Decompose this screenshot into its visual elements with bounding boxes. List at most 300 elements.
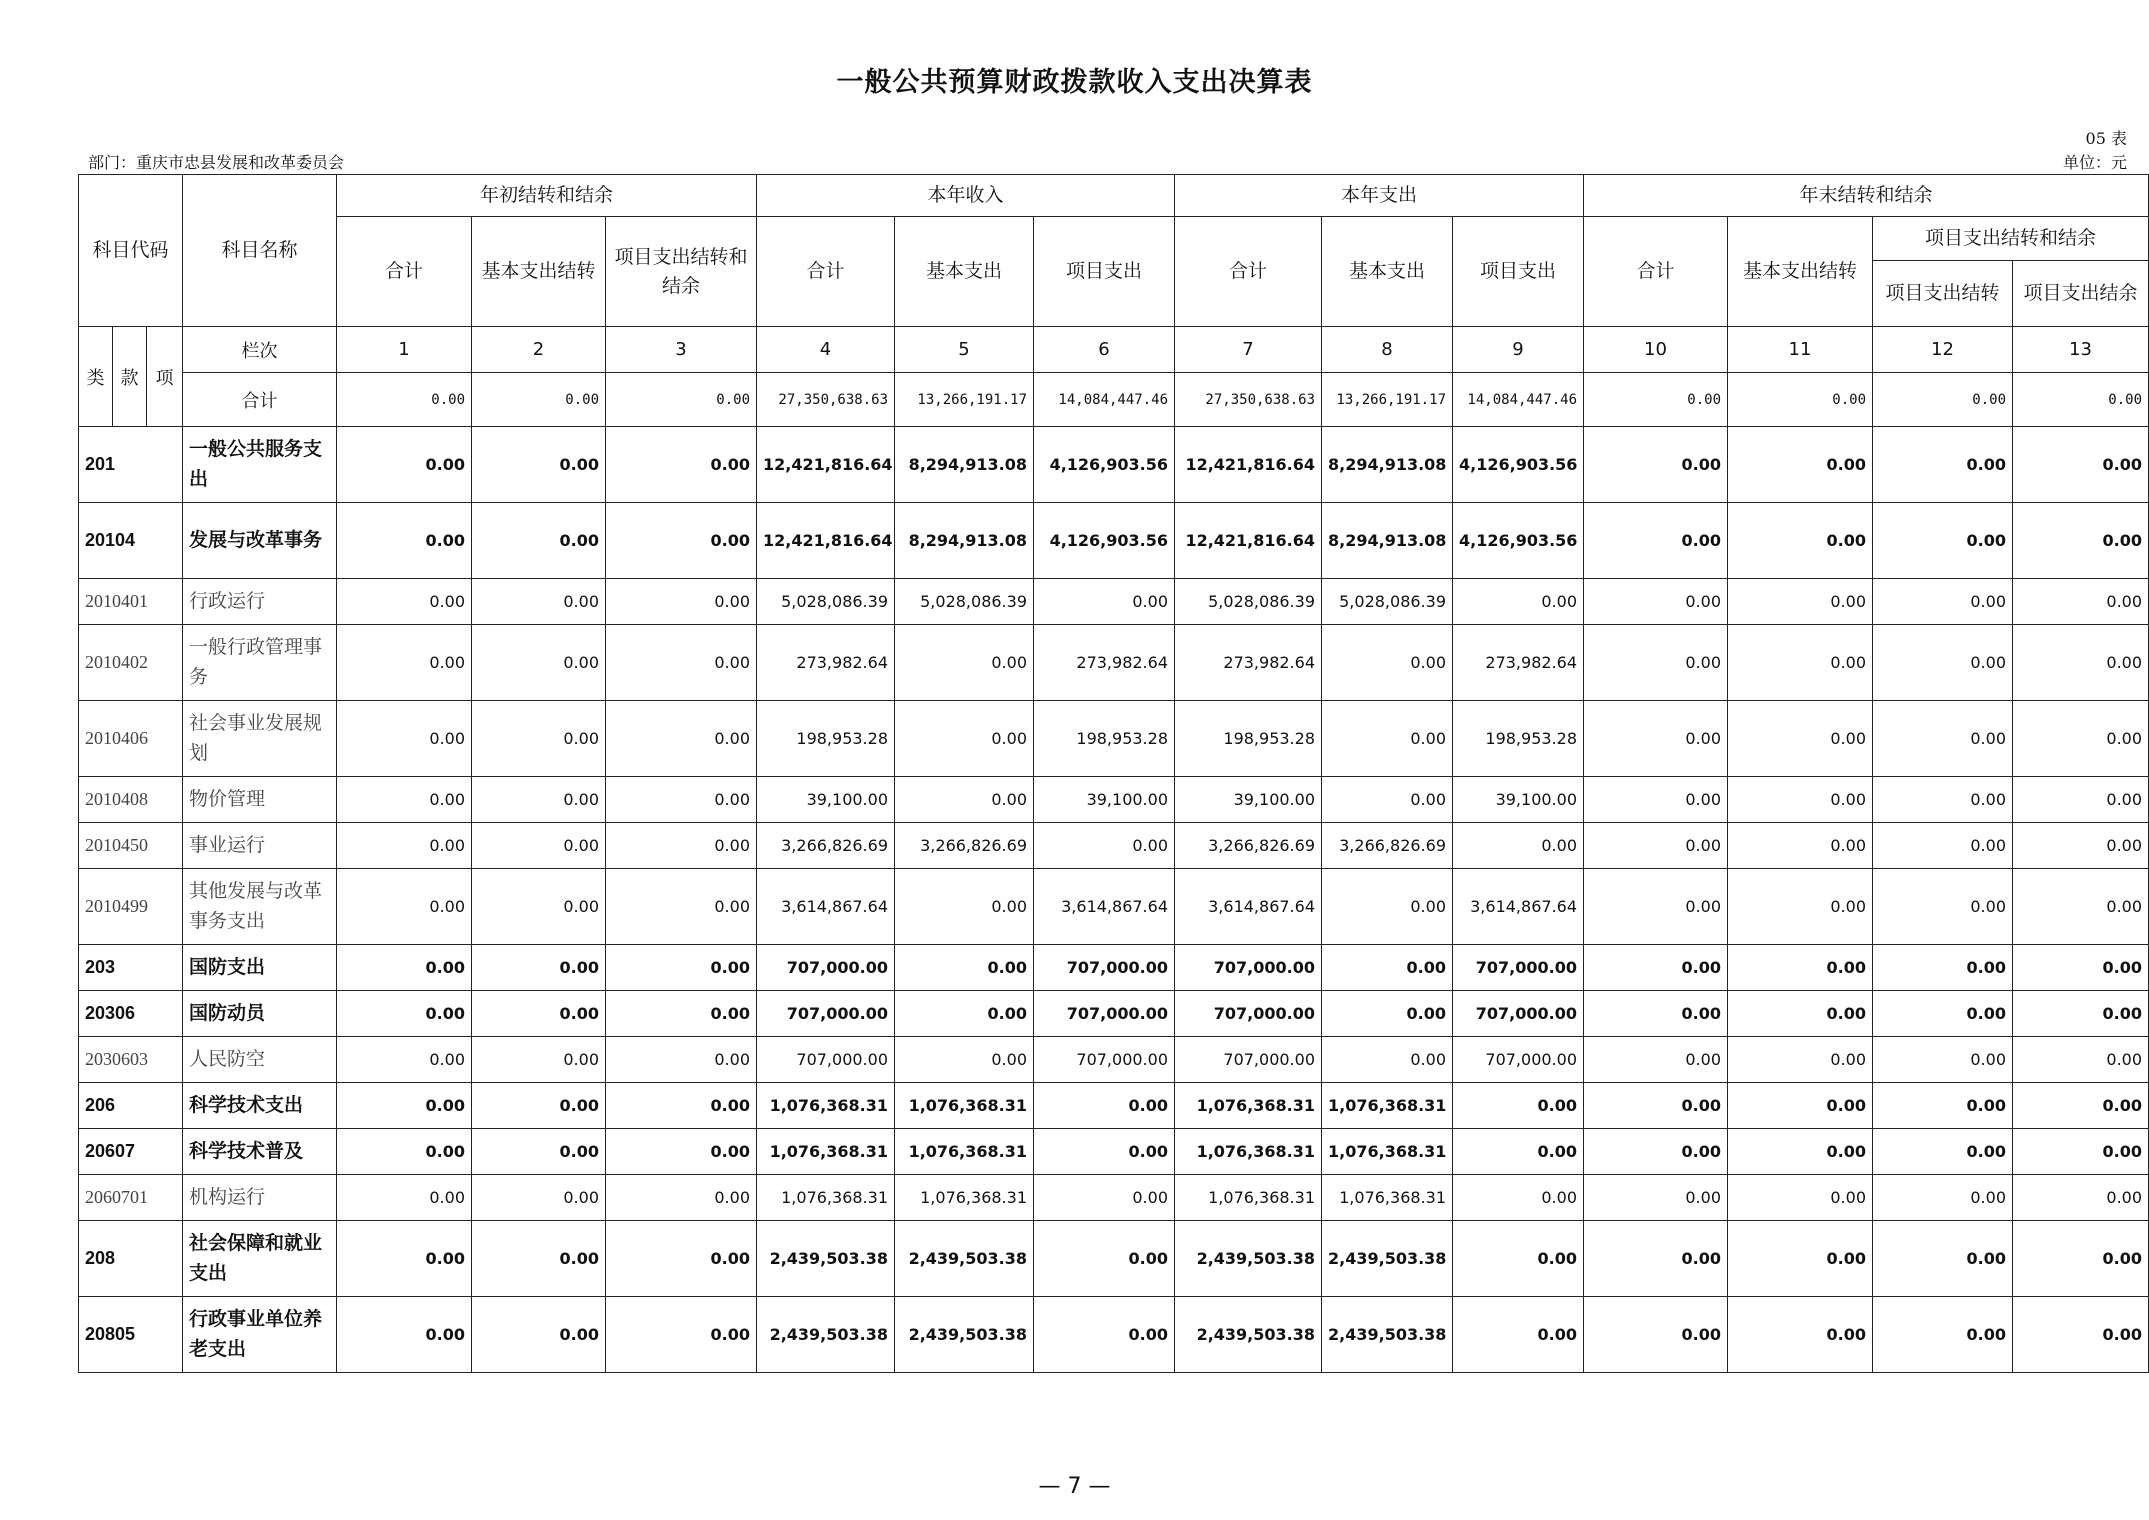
row-value: 8,294,913.08: [895, 503, 1034, 579]
row-value: 4,126,903.56: [1453, 427, 1584, 503]
row-code: 2010406: [79, 701, 183, 777]
row-name: 其他发展与改革事务支出: [183, 869, 337, 945]
header-name: 科目名称: [183, 175, 337, 327]
row-value: 0.00: [337, 1297, 472, 1373]
row-value: 707,000.00: [757, 991, 895, 1037]
total-value: 14,084,447.46: [1453, 373, 1584, 427]
row-value: 3,614,867.64: [1034, 869, 1175, 945]
total-value: 0.00: [606, 373, 757, 427]
table-row: [79, 823, 2149, 869]
row-value: 0.00: [606, 503, 757, 579]
row-value: 0.00: [1873, 579, 2013, 625]
row-value: 0.00: [2013, 701, 2149, 777]
table-row: [79, 1037, 2149, 1083]
col-number: 12: [1873, 327, 2013, 373]
row-value: 0.00: [1322, 625, 1453, 701]
row-value: 0.00: [606, 869, 757, 945]
row-value: 0.00: [1728, 503, 1873, 579]
row-value: 0.00: [1873, 1129, 2013, 1175]
row-value: 0.00: [1728, 823, 1873, 869]
row-value: 0.00: [337, 777, 472, 823]
table-row: [79, 945, 2149, 991]
header-expense-basic: 基本支出: [1322, 217, 1453, 327]
table-row: [79, 1083, 2149, 1129]
row-value: 0.00: [472, 869, 606, 945]
row-value: 707,000.00: [757, 945, 895, 991]
row-value: 0.00: [337, 1175, 472, 1221]
row-value: 0.00: [2013, 1297, 2149, 1373]
row-value: 1,076,368.31: [1175, 1175, 1322, 1221]
row-value: 1,076,368.31: [1322, 1129, 1453, 1175]
row-value: 0.00: [1453, 1083, 1584, 1129]
header-income-total: 合计: [757, 217, 895, 327]
row-value: 4,126,903.56: [1453, 503, 1584, 579]
row-value: 0.00: [1728, 701, 1873, 777]
row-value: 0.00: [472, 823, 606, 869]
row-value: 8,294,913.08: [1322, 427, 1453, 503]
row-value: 0.00: [1453, 579, 1584, 625]
row-value: 0.00: [1034, 1221, 1175, 1297]
row-name: 机构运行: [183, 1175, 337, 1221]
row-value: 2,439,503.38: [757, 1297, 895, 1373]
row-value: 0.00: [337, 625, 472, 701]
row-value: 0.00: [895, 869, 1034, 945]
row-value: 198,953.28: [1453, 701, 1584, 777]
row-value: 0.00: [1728, 777, 1873, 823]
total-value: 0.00: [1584, 373, 1728, 427]
row-value: 0.00: [895, 625, 1034, 701]
row-value: 707,000.00: [1453, 945, 1584, 991]
page-title: 一般公共预算财政拨款收入支出决算表: [836, 67, 1313, 98]
row-value: 0.00: [1034, 1129, 1175, 1175]
total-value: 13,266,191.17: [895, 373, 1034, 427]
row-name: 人民防空: [183, 1037, 337, 1083]
row-value: 0.00: [1453, 823, 1584, 869]
row-value: 0.00: [472, 1037, 606, 1083]
row-value: 0.00: [1584, 503, 1728, 579]
row-value: 0.00: [1584, 701, 1728, 777]
row-name: 社会保障和就业支出: [183, 1221, 337, 1297]
row-value: 0.00: [1873, 945, 2013, 991]
row-value: 2,439,503.38: [1175, 1221, 1322, 1297]
row-value: 0.00: [1584, 427, 1728, 503]
row-value: 1,076,368.31: [895, 1083, 1034, 1129]
table-row: [79, 427, 2149, 503]
row-value: 2,439,503.38: [1175, 1297, 1322, 1373]
row-value: 0.00: [1728, 1297, 1873, 1373]
row-value: 2,439,503.38: [895, 1297, 1034, 1373]
total-value: 0.00: [2013, 373, 2149, 427]
header-income-basic: 基本支出: [895, 217, 1034, 327]
row-value: 12,421,816.64: [757, 427, 895, 503]
row-value: 0.00: [337, 1221, 472, 1297]
table-row: [79, 777, 2149, 823]
row-name: 行政运行: [183, 579, 337, 625]
row-value: 0.00: [472, 777, 606, 823]
row-value: 0.00: [337, 823, 472, 869]
row-value: 0.00: [1584, 1129, 1728, 1175]
row-value: 1,076,368.31: [757, 1129, 895, 1175]
row-value: 0.00: [337, 945, 472, 991]
row-value: 0.00: [606, 1037, 757, 1083]
row-value: 3,614,867.64: [1175, 869, 1322, 945]
row-code: 2060701: [79, 1175, 183, 1221]
row-value: 0.00: [1034, 579, 1175, 625]
table-row: [79, 1175, 2149, 1221]
row-value: 5,028,086.39: [895, 579, 1034, 625]
row-value: 0.00: [1728, 625, 1873, 701]
row-value: 0.00: [1322, 701, 1453, 777]
row-code: 2010499: [79, 869, 183, 945]
row-value: 5,028,086.39: [1322, 579, 1453, 625]
row-code: 2010402: [79, 625, 183, 701]
total-value: 27,350,638.63: [757, 373, 895, 427]
row-value: 39,100.00: [1453, 777, 1584, 823]
row-value: 0.00: [2013, 1083, 2149, 1129]
row-value: 0.00: [1873, 1297, 2013, 1373]
row-value: 198,953.28: [1175, 701, 1322, 777]
row-name: 科学技术支出: [183, 1083, 337, 1129]
row-name: 一般公共服务支出: [183, 427, 337, 503]
row-value: 8,294,913.08: [1322, 503, 1453, 579]
table-row: [79, 1129, 2149, 1175]
row-value: 5,028,086.39: [1175, 579, 1322, 625]
row-value: 2,439,503.38: [757, 1221, 895, 1297]
row-value: 0.00: [1584, 823, 1728, 869]
row-code: 2030603: [79, 1037, 183, 1083]
row-value: 0.00: [1873, 503, 2013, 579]
row-value: 707,000.00: [757, 1037, 895, 1083]
col-number: 3: [606, 327, 757, 373]
row-value: 0.00: [1322, 869, 1453, 945]
row-value: 0.00: [1584, 1083, 1728, 1129]
row-value: 0.00: [472, 427, 606, 503]
row-value: 0.00: [472, 1297, 606, 1373]
row-value: 0.00: [1584, 1175, 1728, 1221]
row-value: 39,100.00: [1034, 777, 1175, 823]
row-value: 0.00: [1322, 991, 1453, 1037]
total-value: 0.00: [1873, 373, 2013, 427]
form-number: 05 表: [2085, 129, 2127, 148]
row-value: 0.00: [1873, 1175, 2013, 1221]
row-value: 0.00: [1873, 427, 2013, 503]
row-value: 0.00: [1584, 991, 1728, 1037]
row-value: 3,266,826.69: [1322, 823, 1453, 869]
row-value: 0.00: [1034, 1175, 1175, 1221]
row-value: 3,614,867.64: [757, 869, 895, 945]
row-value: 0.00: [606, 945, 757, 991]
row-value: 0.00: [1728, 991, 1873, 1037]
header-end-project-balance: 项目支出结余: [2013, 261, 2149, 327]
row-code: 20306: [79, 991, 183, 1037]
row-value: 0.00: [1728, 579, 1873, 625]
page-number: — 7 —: [1038, 1474, 1111, 1499]
row-value: 0.00: [895, 1037, 1034, 1083]
total-value: 27,350,638.63: [1175, 373, 1322, 427]
row-value: 0.00: [1584, 945, 1728, 991]
row-value: 5,028,086.39: [757, 579, 895, 625]
row-value: 2,439,503.38: [1322, 1297, 1453, 1373]
row-value: 707,000.00: [1175, 991, 1322, 1037]
row-value: 273,982.64: [1453, 625, 1584, 701]
row-value: 0.00: [1873, 701, 2013, 777]
row-name: 科学技术普及: [183, 1129, 337, 1175]
header-xiang: 项: [147, 327, 183, 427]
row-value: 2,439,503.38: [895, 1221, 1034, 1297]
row-value: 0.00: [1584, 579, 1728, 625]
row-value: 0.00: [2013, 945, 2149, 991]
row-value: 0.00: [606, 1221, 757, 1297]
row-value: 0.00: [895, 777, 1034, 823]
table-header: [79, 175, 2149, 327]
row-value: 0.00: [472, 945, 606, 991]
row-value: 0.00: [337, 1083, 472, 1129]
row-value: 0.00: [472, 991, 606, 1037]
row-code: 206: [79, 1083, 183, 1129]
row-value: 0.00: [1728, 1083, 1873, 1129]
table-row: [79, 625, 2149, 701]
row-value: 0.00: [472, 1221, 606, 1297]
row-name: 一般行政管理事务: [183, 625, 337, 701]
row-code: 2010401: [79, 579, 183, 625]
row-value: 0.00: [472, 625, 606, 701]
row-value: 1,076,368.31: [757, 1175, 895, 1221]
header-group-end: 年末结转和结余: [1584, 175, 2149, 217]
row-value: 707,000.00: [1175, 945, 1322, 991]
row-value: 707,000.00: [1034, 1037, 1175, 1083]
header-code: 科目代码: [79, 175, 183, 327]
row-value: 0.00: [2013, 1221, 2149, 1297]
row-value: 0.00: [2013, 1037, 2149, 1083]
header-expense-project: 项目支出: [1453, 217, 1584, 327]
budget-table: [78, 174, 2149, 1373]
col-number: 10: [1584, 327, 1728, 373]
row-value: 0.00: [472, 1129, 606, 1175]
row-name: 国防动员: [183, 991, 337, 1037]
table-row: [79, 1297, 2149, 1373]
department-label: 部门：重庆市忠县发展和改革委员会: [88, 153, 345, 172]
row-value: 0.00: [337, 869, 472, 945]
table-row: [79, 1221, 2149, 1297]
table-body: [79, 327, 2149, 1373]
row-value: 0.00: [895, 991, 1034, 1037]
table-row: [79, 991, 2149, 1037]
row-code: 2010450: [79, 823, 183, 869]
row-value: 707,000.00: [1034, 945, 1175, 991]
total-value: 0.00: [1728, 373, 1873, 427]
header-lanci: 栏次: [183, 327, 337, 373]
header-lei: 类: [79, 327, 113, 427]
row-value: 0.00: [606, 1297, 757, 1373]
row-value: 3,266,826.69: [757, 823, 895, 869]
row-code: 2010408: [79, 777, 183, 823]
row-name: 社会事业发展规划: [183, 701, 337, 777]
header-end-project-carry: 项目支出结转: [1873, 261, 2013, 327]
header-expense-total: 合计: [1175, 217, 1322, 327]
header-group-income: 本年收入: [757, 175, 1175, 217]
col-number: 7: [1175, 327, 1322, 373]
row-value: 3,266,826.69: [895, 823, 1034, 869]
row-value: 0.00: [1584, 777, 1728, 823]
row-value: 1,076,368.31: [1175, 1083, 1322, 1129]
row-value: 0.00: [1584, 1221, 1728, 1297]
row-value: 0.00: [1453, 1221, 1584, 1297]
row-value: 0.00: [472, 1175, 606, 1221]
total-value: 14,084,447.46: [1034, 373, 1175, 427]
row-value: 0.00: [606, 777, 757, 823]
row-value: 0.00: [1034, 1297, 1175, 1373]
row-value: 198,953.28: [1034, 701, 1175, 777]
row-value: 0.00: [2013, 869, 2149, 945]
row-value: 39,100.00: [1175, 777, 1322, 823]
row-value: 0.00: [606, 579, 757, 625]
row-value: 0.00: [337, 701, 472, 777]
row-value: 4,126,903.56: [1034, 503, 1175, 579]
total-row: [79, 373, 2149, 427]
row-name: 行政事业单位养老支出: [183, 1297, 337, 1373]
header-begin-basic: 基本支出结转: [472, 217, 606, 327]
row-value: 0.00: [1873, 869, 2013, 945]
row-value: 0.00: [2013, 579, 2149, 625]
row-value: 12,421,816.64: [757, 503, 895, 579]
row-value: 3,266,826.69: [1175, 823, 1322, 869]
header-group-begin: 年初结转和结余: [337, 175, 757, 217]
row-code: 201: [79, 427, 183, 503]
row-value: 0.00: [606, 701, 757, 777]
row-value: 1,076,368.31: [1175, 1129, 1322, 1175]
row-value: 12,421,816.64: [1175, 503, 1322, 579]
row-value: 0.00: [2013, 1129, 2149, 1175]
row-value: 0.00: [1584, 869, 1728, 945]
row-value: 39,100.00: [757, 777, 895, 823]
row-name: 国防支出: [183, 945, 337, 991]
col-number: 9: [1453, 327, 1584, 373]
row-value: 0.00: [1584, 1037, 1728, 1083]
row-value: 0.00: [606, 1083, 757, 1129]
row-value: 8,294,913.08: [895, 427, 1034, 503]
row-value: 0.00: [2013, 991, 2149, 1037]
row-value: 0.00: [2013, 777, 2149, 823]
row-value: 0.00: [337, 1037, 472, 1083]
header-begin-total: 合计: [337, 217, 472, 327]
row-code: 208: [79, 1221, 183, 1297]
row-value: 0.00: [472, 503, 606, 579]
row-value: 0.00: [606, 1175, 757, 1221]
row-value: 0.00: [1034, 1083, 1175, 1129]
row-value: 0.00: [1873, 1083, 2013, 1129]
row-value: 0.00: [337, 991, 472, 1037]
row-value: 0.00: [895, 945, 1034, 991]
row-value: 0.00: [1873, 625, 2013, 701]
row-value: 2,439,503.38: [1322, 1221, 1453, 1297]
row-value: 0.00: [1728, 1175, 1873, 1221]
table-row: [79, 503, 2149, 579]
row-code: 20805: [79, 1297, 183, 1373]
row-value: 0.00: [1728, 427, 1873, 503]
row-name: 事业运行: [183, 823, 337, 869]
row-code: 203: [79, 945, 183, 991]
header-kuan: 款: [113, 327, 147, 427]
row-value: 198,953.28: [757, 701, 895, 777]
row-value: 0.00: [2013, 427, 2149, 503]
row-value: 0.00: [337, 579, 472, 625]
row-value: 12,421,816.64: [1175, 427, 1322, 503]
row-value: 1,076,368.31: [895, 1129, 1034, 1175]
header-income-project: 项目支出: [1034, 217, 1175, 327]
table-row: [79, 869, 2149, 945]
row-value: 0.00: [2013, 625, 2149, 701]
col-number: 4: [757, 327, 895, 373]
total-value: 13,266,191.17: [1322, 373, 1453, 427]
row-value: 0.00: [1322, 777, 1453, 823]
row-value: 273,982.64: [1034, 625, 1175, 701]
col-number: 6: [1034, 327, 1175, 373]
unit-label: 单位：元: [2062, 153, 2127, 172]
row-value: 0.00: [1728, 1037, 1873, 1083]
row-value: 0.00: [472, 1083, 606, 1129]
col-number: 13: [2013, 327, 2149, 373]
row-value: 0.00: [472, 701, 606, 777]
row-value: 0.00: [2013, 823, 2149, 869]
total-value: 0.00: [472, 373, 606, 427]
col-number: 1: [337, 327, 472, 373]
row-value: 0.00: [1584, 625, 1728, 701]
row-value: 0.00: [337, 427, 472, 503]
col-number: 2: [472, 327, 606, 373]
row-value: 0.00: [1873, 823, 2013, 869]
row-value: 0.00: [1728, 1221, 1873, 1297]
row-value: 0.00: [1728, 869, 1873, 945]
row-value: 1,076,368.31: [757, 1083, 895, 1129]
row-value: 707,000.00: [1034, 991, 1175, 1037]
header-begin-project: 项目支出结转和结余: [606, 217, 757, 327]
row-value: 707,000.00: [1175, 1037, 1322, 1083]
row-value: 0.00: [1322, 945, 1453, 991]
total-label: 合计: [183, 373, 337, 427]
total-value: 0.00: [337, 373, 472, 427]
row-name: 物价管理: [183, 777, 337, 823]
row-value: 0.00: [606, 823, 757, 869]
row-code: 20607: [79, 1129, 183, 1175]
row-value: 1,076,368.31: [895, 1175, 1034, 1221]
header-end-total: 合计: [1584, 217, 1728, 327]
header-end-basic: 基本支出结转: [1728, 217, 1873, 327]
row-value: 0.00: [1453, 1175, 1584, 1221]
header-end-project-group: 项目支出结转和结余: [1873, 217, 2149, 261]
row-value: 0.00: [1873, 1037, 2013, 1083]
row-value: 0.00: [895, 701, 1034, 777]
table-row: [79, 579, 2149, 625]
row-value: 0.00: [1728, 945, 1873, 991]
row-value: 4,126,903.56: [1034, 427, 1175, 503]
row-value: 0.00: [337, 1129, 472, 1175]
row-value: 0.00: [1453, 1297, 1584, 1373]
row-value: 0.00: [1453, 1129, 1584, 1175]
col-number: 11: [1728, 327, 1873, 373]
row-value: 273,982.64: [757, 625, 895, 701]
row-value: 0.00: [1873, 777, 2013, 823]
row-value: 0.00: [337, 503, 472, 579]
row-value: 273,982.64: [1175, 625, 1322, 701]
row-value: 1,076,368.31: [1322, 1175, 1453, 1221]
row-value: 0.00: [1584, 1297, 1728, 1373]
row-value: 707,000.00: [1453, 1037, 1584, 1083]
table-row: [79, 701, 2149, 777]
row-value: 0.00: [2013, 1175, 2149, 1221]
row-value: 0.00: [606, 625, 757, 701]
row-value: 0.00: [1322, 1037, 1453, 1083]
row-code: 20104: [79, 503, 183, 579]
